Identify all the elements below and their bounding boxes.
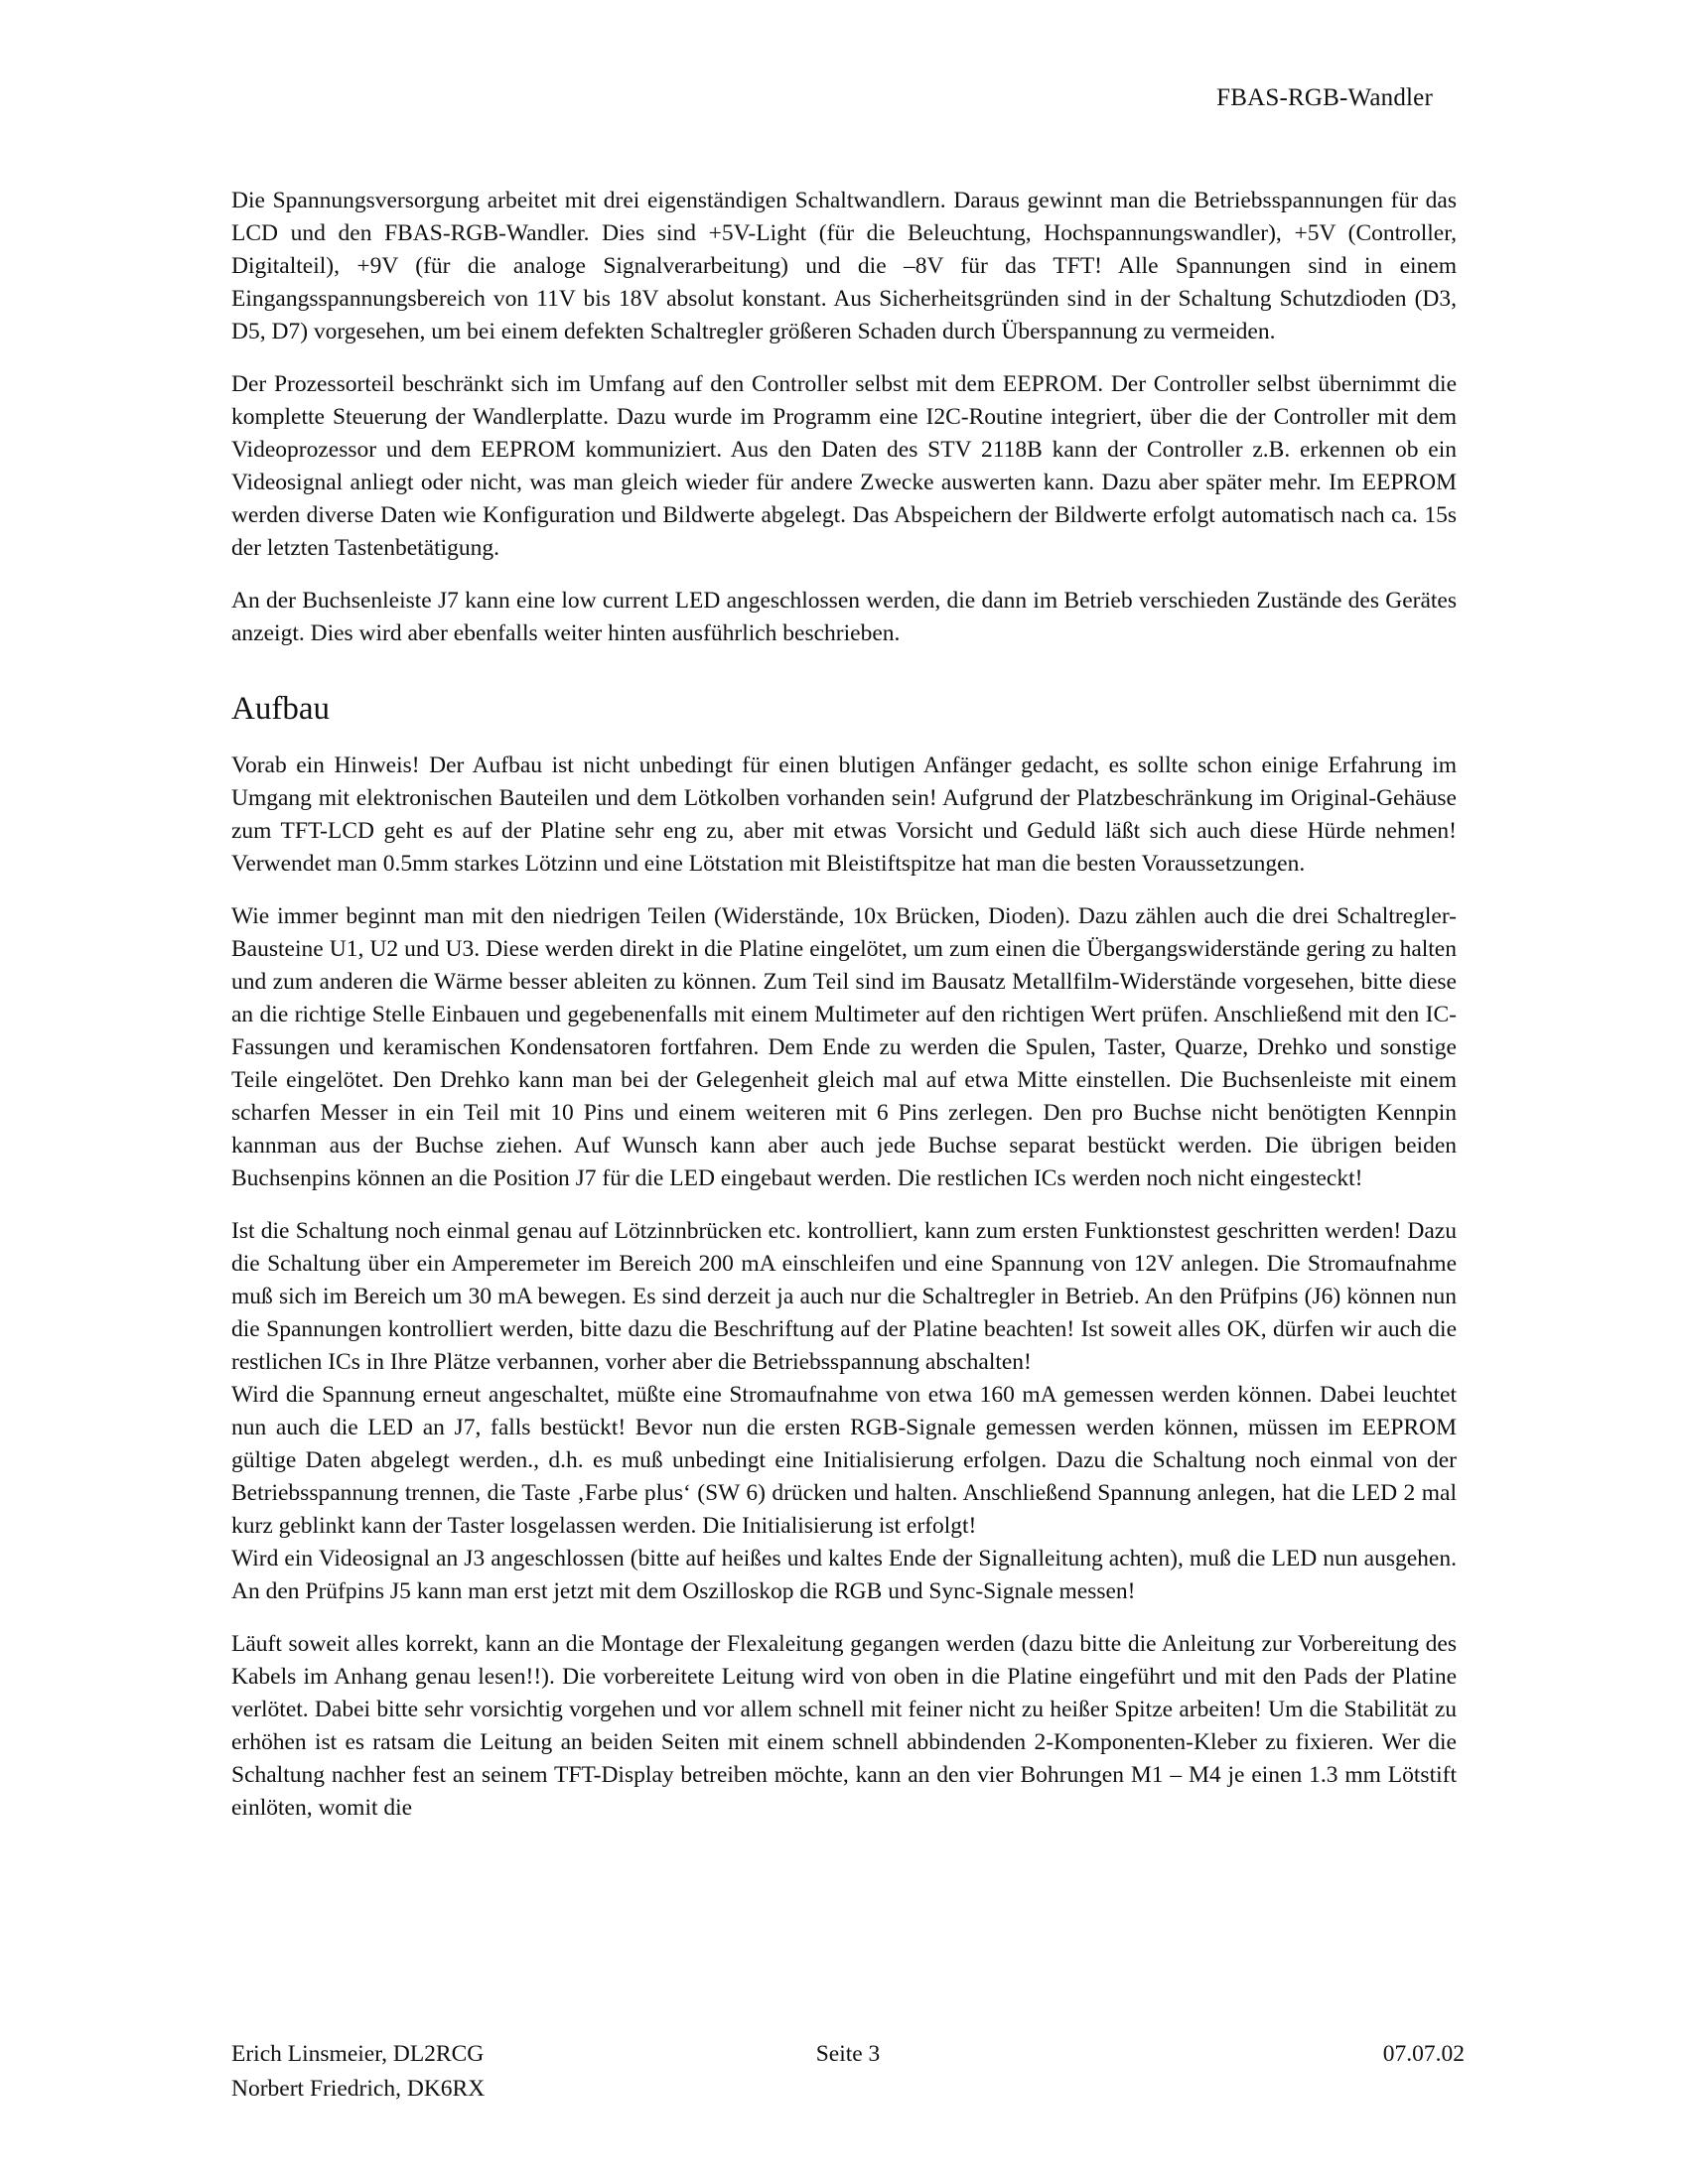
paragraph-assembly-order: Wie immer beginnt man mit den niedrigen Teilen (Widerstände, 10x Brücken, Dioden). Dazu zählen auch die drei Schaltregler-Bausteine U1, U2 und U3. Diese werden direkt in die Platine eingelötet, um zum einen die Übergangswiderstände gering zu halten und zum anderen die Wärme besser ableiten zu können. Zum Teil sind im Bausatz Metallfilm-Widerstände vorgesehen, bitte diese an die richtige Stelle Einbauen und gegebenenfalls mit einem Multimeter auf den richtigen Wert prüfen. Anschließend mit den IC-Fassungen und keramischen Kondensatoren fortfahren. Dem Ende zu werden die Spulen, Taster, Quarze, Drehko und sonstige Teile eingelötet. Den Drehko kann man bei der Gelegenheit gleich mal auf etwa Mitte einstellen. Die Buchsenleiste mit einem scharfen Messer in ein Teil mit 10 Pins und einem weiteren mit 6 Pins zerlegen. Den pro Buchse nicht benötigten Kennpin kannman aus der Buchse ziehen. Auf Wunsch kann aber auch jede Buchse separat bestückt werden. Die übrigen beiden Buchsenpins können an die Position J7 für die LED eingebaut werden. Die restlichen ICs werden noch nicht eingesteckt!	[231, 903, 1457, 1191]
paragraph-led-j7: An der Buchsenleiste J7 kann eine low current LED angeschlossen werden, die dann im Betrieb verschieden Zustände des Gerätes anzeigt. Dies wird aber ebenfalls weiter hinten ausführlich beschrieben.	[231, 588, 1457, 646]
footer-author-line-1: Erich Linsmeier, DL2RCG	[231, 2041, 485, 2067]
footer-date: 07.07.02	[1382, 2041, 1465, 2067]
paragraph-hinweis: Vorab ein Hinweis! Der Aufbau ist nicht unbedingt für einen blutigen Anfänger gedacht, es sollte schon einige Erfahrung im Umgang mit elektronischen Bauteilen und dem Lötkolben vorhanden sein! Aufgrund der Platzbeschränkung im Original-Gehäuse zum TFT-LCD geht es auf der Platine sehr eng zu, aber mit etwas Vorsicht und Geduld läßt sich auch diese Hürde nehmen! Verwendet man 0.5mm starkes Lötzinn und eine Lötstation mit Bleistiftspitze hat man die besten Voraussetzungen.	[231, 752, 1457, 877]
footer-page-number: Seite 3	[815, 2041, 881, 2067]
page-header	[231, 83, 1457, 113]
paragraph-initialisierung: Wird die Spannung erneut angeschaltet, müßte eine Stromaufnahme von etwa 160 mA gemessen werden können. Dabei leuchtet nun auch die LED an J7, falls bestückt! Bevor nun die ersten RGB-Signale gemessen werden können, müssen im EEPROM gültige Daten abgelegt werden., d.h. es muß unbedingt eine Initialisierung erfolgen. Dazu die Schaltung noch einmal von der Betriebsspannung trennen, die Taste ‚Farbe plus‘ (SW 6) drücken und halten. Anschließend Spannung anlegen, hat die LED 2 mal kurz geblinkt kann der Taster losgelassen werden. Die Initialisierung ist erfolgt!	[231, 1382, 1457, 1539]
document-body	[231, 185, 1457, 1825]
paragraph-videosignal: Wird ein Videosignal an J3 angeschlossen (bitte auf heißes und kaltes Ende der Signalleitung achten), muß die LED nun ausgehen. An den Prüfpins J5 kann man erst jetzt mit dem Oszilloskop die RGB und Sync-Signale messen!	[231, 1546, 1457, 1604]
paragraph-function-test: Ist die Schaltung noch einmal genau auf Lötzinnbrücken etc. kontrolliert, kann zum ersten Funktionstest geschritten werden! Dazu die Schaltung über ein Amperemeter im Bereich 200 mA einschleifen und eine Spannung von 12V anlegen. Die Stromaufnahme muß sich im Bereich um 30 mA bewegen. Es sind derzeit ja auch nur die Schaltregler in Betrieb. An den Prüfpins (J6) können nun die Spannungen kontrolliert werden, bitte dazu die Beschriftung auf der Platine beachten! Ist soweit alles OK, dürfen wir auch die restlichen ICs in Ihre Plätze verbannen, vorher aber die Betriebsspannung abschalten!	[231, 1218, 1457, 1375]
paragraph-power-supply: Die Spannungsversorgung arbeitet mit drei eigenständigen Schaltwandlern. Daraus gewinnt man die Betriebsspannungen für das LCD und den FBAS-RGB-Wandler. Dies sind +5V-Light (für die Beleuchtung, Hochspannungswandler), +5V (Controller, Digitalteil), +9V (für die analoge Signalverarbeitung) und die –8V für das TFT! Alle Spannungen sind in einem Eingangsspannungsbereich von 11V bis 18V absolut konstant. Aus Sicherheitsgründen sind in der Schaltung Schutzdioden (D3, D5, D7) vorgesehen, um bei einem defekten Schaltregler größeren Schaden durch Überspannung zu vermeiden.	[231, 188, 1457, 344]
section-heading-aufbau: Aufbau	[231, 691, 330, 727]
footer-author-line-2: Norbert Friedrich, DK6RX	[231, 2076, 486, 2102]
paragraph-processor: Der Prozessorteil beschränkt sich im Umfang auf den Controller selbst mit dem EEPROM. Der Controller selbst übernimmt die komplette Steuerung der Wandlerplatte. Dazu wurde im Programm eine I2C-Routine integriert, über die der Controller mit dem Videoprozessor und dem EEPROM kommuniziert. Aus den Daten des STV 2118B kann der Controller z.B. erkennen ob ein Videosignal anliegt oder nicht, was man gleich wieder für andere Zwecke auswerten kann. Dazu aber später mehr. Im EEPROM werden diverse Daten wie Konfiguration und Bildwerte abgelegt. Das Abspeichern der Bildwerte erfolgt automatisch nach ca. 15s der letzten Tastenbetätigung.	[231, 371, 1457, 561]
paragraph-flexleitung: Läuft soweit alles korrekt, kann an die Montage der Flexaleitung gegangen werden (dazu bitte die Anleitung zur Vorbereitung des Kabels im Anhang genau lesen!!). Die vorbereitete Leitung wird von oben in die Platine eingeführt und mit den Pads der Platine verlötet. Dabei bitte sehr vorsichtig vorgehen und vor allem schnell mit feiner nicht zu heißer Spitze arbeiten! Um die Stabilität zu erhöhen ist es ratsam die Leitung an beiden Seiten mit einem schnell abbindenden 2-Komponenten-Kleber zu fixieren. Wer die Schaltung nachher fest an seinem TFT-Display betreiben möchte, kann an den vier Bohrungen M1 – M4 je einen 1.3 mm Lötstift einlöten, womit die	[231, 1631, 1457, 1821]
page-header-title: FBAS-RGB-Wandler	[1216, 84, 1433, 111]
